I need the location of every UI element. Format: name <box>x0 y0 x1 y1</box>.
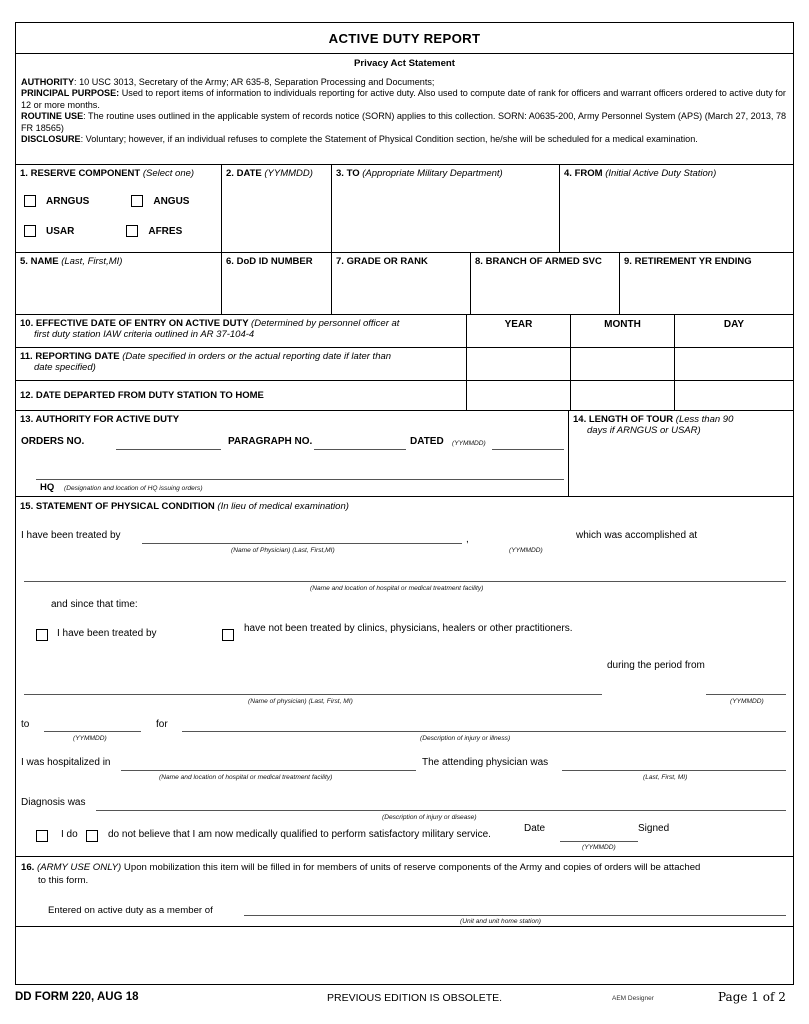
b15-yymmdd-caption-4: (YYMMDD) <box>582 844 616 851</box>
block-4-hint: (Initial Active Duty Station) <box>605 168 717 179</box>
block-1-hint: (Select one) <box>142 168 195 179</box>
checkbox-angus-label: ANGUS <box>153 195 190 207</box>
block-11-reporting-date <box>16 348 467 380</box>
block-11-title: REPORTING DATE <box>35 351 120 362</box>
block-11-month-field[interactable] <box>571 348 675 380</box>
privacy-principal-text: Used to report items of information to individuals reporting for active duty. Also used to compute date of rank for officers and warrant officers ordered to active duty for 12 or more months. <box>21 88 786 110</box>
checkbox-do-not-believe[interactable] <box>86 830 98 842</box>
block-10-title: EFFECTIVE DATE OF ENTRY ON ACTIVE DUTY <box>35 318 249 329</box>
row-block-11 <box>16 348 793 381</box>
block-3-number: 3. <box>336 168 344 179</box>
block-5-number: 5. <box>20 256 28 267</box>
block-11-label <box>16 348 466 362</box>
privacy-disclosure-label: DISCLOSURE <box>21 134 81 145</box>
block-10-label <box>16 315 466 329</box>
block-16-text: Upon mobilization this item will be filled in for members of units of reserve components of the Army and copies of orders will be attached <box>121 862 701 873</box>
b15-lastfirstmi-caption: (Last, First, MI) <box>643 774 688 781</box>
block-13-paragraph-no-label: PARAGRAPH NO. <box>228 436 313 447</box>
block-13-dated-label: DATED <box>410 436 444 447</box>
block-14-length-of-tour[interactable] <box>569 411 793 496</box>
b15-injury-illness-caption: (Description of injury or illness) <box>420 735 511 742</box>
b15-injury-illness-line[interactable] <box>182 731 786 732</box>
checkbox-afres-label: AFRES <box>148 225 183 237</box>
page-footer <box>15 989 794 1013</box>
b15-signature-date-line[interactable] <box>560 841 638 842</box>
b15-to-date-line[interactable] <box>44 731 141 732</box>
b15-diagnosis-label: Diagnosis was <box>21 797 86 808</box>
block-16-text-line <box>16 857 793 875</box>
block-2-date[interactable] <box>222 165 332 252</box>
block-11-hint2: date specified) <box>34 362 96 374</box>
b15-treated-by-label: I have been treated by <box>21 530 121 541</box>
block-9-retirement-yr-ending[interactable] <box>620 253 793 314</box>
block-9-label <box>620 253 793 267</box>
block-13-authority-for-active-duty <box>16 411 569 496</box>
block-2-title: DATE <box>236 168 262 179</box>
b15-yymmdd-caption-3: (YYMMDD) <box>73 735 107 742</box>
block-6-title: DoD ID NUMBER <box>236 256 313 267</box>
block-15-statement-of-physical-condition <box>16 497 793 857</box>
b15-signed-label: Signed <box>638 823 670 834</box>
row-block-10 <box>16 315 793 348</box>
b15-since-that-time-label: and since that time: <box>51 599 138 610</box>
block-10-hint: (Determined by personnel officer at <box>251 318 400 329</box>
b15-i-do-label: I do <box>61 829 78 840</box>
b15-hospitalized-label: I was hospitalized in <box>21 757 111 768</box>
block-16-number: 16. <box>21 862 35 873</box>
column-header-day: DAY <box>723 319 745 330</box>
privacy-disclosure-text: : Voluntary; however, if an individual refuses to complete the Statement of Physical Condition section, he/she will be scheduled for a medical examination. <box>80 134 698 145</box>
b15-to-label: to <box>21 719 30 730</box>
column-header-year: YEAR <box>467 315 571 347</box>
block-6-label <box>222 253 331 267</box>
block-2-number: 2. <box>226 168 234 179</box>
b15-for-label: for <box>156 719 168 730</box>
b15-hospital-line-2[interactable] <box>121 770 416 771</box>
block-7-title: GRADE OR RANK <box>346 256 428 267</box>
privacy-routine-text: : The routine uses outlined in the applicable system of records notice (SORN) applies to this collection. SORN: A0635-200, Army Personnel System (APS) (March 27, 2013, 78 FR 18565) <box>21 111 787 133</box>
checkbox-usar[interactable] <box>24 225 36 237</box>
b15-hospital-caption-1: (Name and location of hospital or medical treatment facility) <box>310 585 484 592</box>
block-12-month-field[interactable] <box>571 381 675 410</box>
block-5-label <box>16 253 221 267</box>
block-13-number: 13. <box>20 414 34 425</box>
privacy-act-body <box>16 73 793 165</box>
b15-during-period-from-label: during the period from <box>607 660 705 671</box>
checkbox-angus[interactable] <box>131 195 143 207</box>
b15-physician-name-line-2[interactable] <box>24 694 602 695</box>
page-title: ACTIVE DUTY REPORT <box>16 23 793 54</box>
block-7-number: 7. <box>336 256 344 267</box>
block-14-title: LENGTH OF TOUR <box>588 414 674 425</box>
b15-attending-physician-label: The attending physician was <box>422 757 549 768</box>
b15-injury-disease-caption: (Description of injury or disease) <box>382 814 477 821</box>
block-1-title: RESERVE COMPONENT <box>30 168 141 179</box>
privacy-authority-label: AUTHORITY <box>21 77 75 87</box>
block-3-to[interactable] <box>332 165 560 252</box>
block-11-number: 11. <box>20 351 33 362</box>
b15-do-not-believe-label: do not believe that I am now medically qualified to perform satisfactory military service. <box>108 829 491 840</box>
b15-date-label: Date <box>524 823 546 834</box>
checkbox-have-not-been-treated[interactable] <box>222 629 234 641</box>
b15-comma: , <box>466 534 469 545</box>
b15-diagnosis-line[interactable] <box>96 810 786 811</box>
block-11-year-field[interactable] <box>467 348 571 380</box>
form-outer-frame <box>15 22 794 985</box>
block-13-dated-hint: (YYMMDD) <box>452 440 486 447</box>
b15-opt-treated-label: I have been treated by <box>57 628 157 639</box>
block-12-title: DATE DEPARTED FROM DUTY STATION TO HOME <box>35 390 264 401</box>
row-blocks-1-4 <box>16 165 793 253</box>
block-4-title: FROM <box>574 168 603 179</box>
checkbox-usar-label: USAR <box>46 225 75 237</box>
block-14-hint2: days if ARNGUS or USAR) <box>587 425 701 437</box>
block-9-number: 9. <box>624 256 632 267</box>
block-8-title: BRANCH OF ARMED SVC <box>485 256 602 267</box>
block-15-label <box>16 497 793 512</box>
block-10-number: 10. <box>20 318 34 329</box>
block-14-hint: (Less than 90 <box>675 414 734 425</box>
block-13-dated-line[interactable] <box>492 449 564 450</box>
b15-attending-physician-line[interactable] <box>562 770 786 771</box>
block-4-from[interactable] <box>560 165 793 252</box>
block-16-unit-caption: (Unit and unit home station) <box>460 918 541 925</box>
block-13-hq-line[interactable] <box>36 479 564 480</box>
block-4-number: 4. <box>564 168 572 179</box>
block-12-date-departed <box>16 381 467 410</box>
block-11-hint: (Date specified in orders or the actual reporting date if later than <box>122 351 392 362</box>
block-3-label <box>332 165 559 179</box>
block-13-hq-hint: (Designation and location of HQ issuing orders) <box>64 485 203 492</box>
block-3-title: TO <box>346 168 360 179</box>
block-16-blank-area <box>16 927 793 951</box>
block-12-number: 12. <box>20 390 34 401</box>
b15-hospital-caption-2: (Name and location of hospital or medical treatment facility) <box>159 774 333 781</box>
checkbox-i-do[interactable] <box>36 830 48 842</box>
block-13-paragraph-no-line[interactable] <box>314 449 406 450</box>
block-12-day-field[interactable] <box>675 381 793 410</box>
block-7-label <box>332 253 470 267</box>
block-16-text2: to this form. <box>38 874 89 886</box>
block-1-number: 1. <box>20 168 28 179</box>
checkbox-afres[interactable] <box>126 225 138 237</box>
block-7-grade-or-rank[interactable] <box>332 253 471 314</box>
block-6-number: 6. <box>226 256 234 267</box>
block-12-year-field[interactable] <box>467 381 571 410</box>
block-10-hint2: first duty station IAW criteria outlined in AR 37-104-4 <box>34 329 255 341</box>
block-13-hq-label: HQ <box>40 482 55 493</box>
b15-physician-caption-2: (Name of physician) (Last, First, MI) <box>248 698 353 705</box>
footer-page-number: Page 1 of 2 <box>718 990 786 1004</box>
block-14-number: 14. <box>573 414 587 425</box>
block-16-unit-line[interactable] <box>244 915 786 916</box>
block-16-entered-label: Entered on active duty as a member of <box>48 905 213 916</box>
block-15-hint: (In lieu of medical examination) <box>217 501 349 512</box>
checkbox-arngus-label: ARNGUS <box>46 195 90 207</box>
b15-yymmdd-caption-2: (YYMMDD) <box>730 698 764 705</box>
row-block-12 <box>16 381 793 411</box>
block-13-orders-no-line[interactable] <box>116 449 221 450</box>
b15-opt-not-treated-label: have not been treated by clinics, physicians, healers or other practitioners. <box>244 623 573 634</box>
block-5-hint: (Last, First,MI) <box>61 256 123 267</box>
b15-yymmdd-line-2[interactable] <box>706 694 786 695</box>
block-1-reserve-component[interactable] <box>16 165 222 252</box>
block-5-name[interactable] <box>16 253 222 314</box>
block-16-army-use-only <box>16 857 793 927</box>
privacy-principal-label: PRINCIPAL PURPOSE: <box>21 88 120 99</box>
block-3-hint: (Appropriate Military Department) <box>362 168 503 179</box>
row-blocks-13-14 <box>16 411 793 497</box>
b15-accomplished-at-label: which was accomplished at <box>576 530 698 541</box>
block-8-label <box>471 253 619 267</box>
b15-yymmdd-caption-1: (YYMMDD) <box>509 547 543 554</box>
privacy-act-heading: Privacy Act Statement <box>354 58 455 69</box>
block-15-number: 15. <box>20 501 34 512</box>
checkbox-arngus[interactable] <box>24 195 36 207</box>
block-13-title: AUTHORITY FOR ACTIVE DUTY <box>35 414 180 425</box>
block-10-effective-date <box>16 315 467 347</box>
block-12-label <box>16 381 466 401</box>
privacy-routine-label: ROUTINE USE <box>21 111 84 122</box>
block-2-hint: (YYMMDD) <box>264 168 313 179</box>
block-13-label <box>16 411 568 425</box>
block-14-label <box>569 411 793 425</box>
block-6-dod-id-number[interactable] <box>222 253 332 314</box>
footer-form-id: DD FORM 220, AUG 18 <box>15 991 139 1003</box>
row-blocks-5-9 <box>16 253 793 315</box>
b15-hospital-line-1[interactable] <box>24 581 786 582</box>
checkbox-i-have-been-treated-by[interactable] <box>36 629 48 641</box>
block-8-branch-of-armed-svc[interactable] <box>471 253 620 314</box>
block-11-day-field[interactable] <box>675 348 793 380</box>
privacy-authority-text: : 10 USC 3013, Secretary of the Army; AR 635-8, Separation Processing and Documents; <box>74 77 435 87</box>
block-16-army-use-only-label: (ARMY USE ONLY) <box>37 862 122 873</box>
block-2-label <box>222 165 331 179</box>
block-13-orders-no-label: ORDERS NO. <box>21 436 85 447</box>
block-9-title: RETIREMENT YR ENDING <box>634 256 752 267</box>
block-5-title: NAME <box>30 256 59 267</box>
b15-physician-name-line[interactable] <box>142 543 462 544</box>
column-header-month: MONTH <box>571 315 675 347</box>
block-15-title: STATEMENT OF PHYSICAL CONDITION <box>35 501 215 512</box>
footer-previous-edition: PREVIOUS EDITION IS OBSOLETE. <box>327 992 503 1004</box>
footer-designer: AEM Designer <box>612 995 654 1002</box>
b15-physician-name-caption: (Name of Physician) (Last, First,MI) <box>231 547 335 554</box>
block-1-label <box>16 165 221 179</box>
block-8-number: 8. <box>475 256 483 267</box>
block-4-label <box>560 165 793 179</box>
